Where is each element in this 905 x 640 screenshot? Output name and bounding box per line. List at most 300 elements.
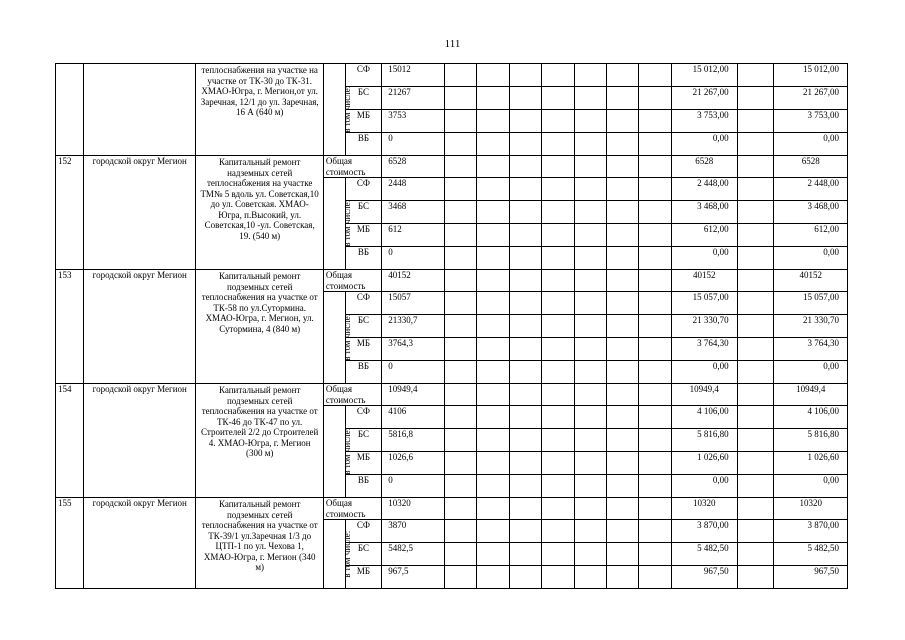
source-value: 1026,6 — [382, 452, 445, 475]
empty-cell — [639, 156, 671, 178]
empty-cell — [477, 87, 509, 110]
description: Капитальный ремонт подземных сетей теплоснабжения на участке от ТК-46 до ТК-47 по ул. Строителей 2/2 до Строителей 4. ХМАО-Югра, г. Мегион (300 м) — [196, 384, 323, 498]
empty-cell — [574, 406, 606, 429]
entity: городской округ Мегион — [84, 270, 196, 384]
empty-cell — [606, 406, 638, 429]
empty-cell — [639, 566, 671, 589]
source-code: БС — [345, 201, 382, 224]
empty-cell — [737, 384, 774, 406]
empty-cell — [574, 452, 606, 475]
empty-cell — [542, 429, 574, 452]
empty-cell — [574, 498, 606, 520]
empty-cell — [574, 566, 606, 589]
empty-cell — [542, 384, 574, 406]
empty-cell — [639, 133, 671, 156]
incl-label: в том числе: — [342, 314, 353, 361]
empty-cell — [606, 224, 638, 247]
empty-cell — [542, 64, 574, 87]
empty-cell — [606, 178, 638, 201]
empty-cell — [574, 133, 606, 156]
amount-1: 612,00 — [671, 224, 737, 247]
empty-cell — [737, 110, 774, 133]
empty-cell — [542, 292, 574, 315]
empty-cell — [509, 406, 541, 429]
empty-cell — [444, 133, 476, 156]
empty-cell — [606, 315, 638, 338]
source-value: 5482,5 — [382, 543, 445, 566]
description: Капитальный ремонт подземных сетей теплоснабжения на участке от ТК-39/1 ул.Заречная 1/3 до ЦТП-1 по ул. Чехова 1, ХМАО-Югра, г. Мегион (340 м) — [196, 498, 323, 589]
empty-cell — [542, 247, 574, 270]
total-amount-1: 10320 — [671, 498, 737, 520]
empty-cell — [606, 133, 638, 156]
empty-cell — [477, 338, 509, 361]
amount-2: 0,00 — [774, 133, 848, 156]
empty-cell — [542, 475, 574, 498]
empty-cell — [477, 110, 509, 133]
empty-cell — [639, 452, 671, 475]
empty-cell — [509, 384, 541, 406]
empty-cell — [737, 292, 774, 315]
empty-cell — [477, 543, 509, 566]
empty-cell — [444, 543, 476, 566]
empty-cell — [574, 429, 606, 452]
source-value: 0 — [382, 475, 445, 498]
empty-cell — [542, 520, 574, 543]
empty-cell — [444, 520, 476, 543]
empty-cell — [639, 520, 671, 543]
empty-cell — [509, 543, 541, 566]
empty-cell — [542, 224, 574, 247]
entity: городской округ Мегион — [84, 384, 196, 498]
empty-cell — [606, 452, 638, 475]
empty-cell — [606, 87, 638, 110]
empty-cell — [542, 498, 574, 520]
empty-cell — [542, 566, 574, 589]
empty-cell — [477, 201, 509, 224]
incl-label-cell — [323, 520, 353, 589]
row-number: 155 — [56, 498, 84, 589]
amount-1: 4 106,00 — [671, 406, 737, 429]
empty-cell — [639, 384, 671, 406]
description: теплоснабжения на участке на участке от ТК-30 до ТК-31. ХМАО-Югра, г. Мегион,от ул. Заречная, 12/1 до ул. Заречная, 16 А (640 м) — [196, 64, 323, 156]
amount-2: 0,00 — [774, 247, 848, 270]
source-code: МБ — [345, 224, 382, 247]
empty-cell — [477, 178, 509, 201]
empty-cell — [639, 64, 671, 87]
source-value: 21330,7 — [382, 315, 445, 338]
amount-1: 3 753,00 — [671, 110, 737, 133]
empty-cell — [639, 178, 671, 201]
table-row — [56, 156, 848, 178]
empty-cell — [477, 247, 509, 270]
empty-cell — [509, 498, 541, 520]
empty-cell — [542, 452, 574, 475]
source-code: СФ — [345, 64, 382, 87]
description: Капитальный ремонт надземных сетей теплоснабжения на участке ТМ№ 5 вдоль ул. Советская,10 до ул. Советская. ХМАО-Югра, п.Высокий, ул. Советская,10 -ул. Советская, 19. (540 м) — [196, 156, 323, 270]
amount-1: 15 012,00 — [671, 64, 737, 87]
source-code: МБ — [345, 452, 382, 475]
source-value: 15012 — [382, 64, 445, 87]
empty-cell — [509, 475, 541, 498]
source-code: ВБ — [345, 361, 382, 384]
source-code: БС — [345, 543, 382, 566]
amount-2: 0,00 — [774, 475, 848, 498]
amount-1: 21 330,70 — [671, 315, 737, 338]
empty-cell — [509, 64, 541, 87]
row-number — [56, 64, 84, 156]
amount-1: 0,00 — [671, 133, 737, 156]
empty-cell — [477, 292, 509, 315]
empty-cell — [737, 201, 774, 224]
empty-cell — [509, 270, 541, 292]
incl-label-cell — [323, 406, 353, 498]
empty-cell — [509, 156, 541, 178]
source-value: 5816,8 — [382, 429, 445, 452]
empty-cell — [606, 566, 638, 589]
empty-cell — [606, 247, 638, 270]
source-value: 3753 — [382, 110, 445, 133]
empty-cell — [477, 520, 509, 543]
source-code: СФ — [345, 292, 382, 315]
incl-label-cell — [323, 64, 353, 156]
source-code: МБ — [345, 566, 382, 589]
amount-2: 15 057,00 — [774, 292, 848, 315]
empty-cell — [509, 110, 541, 133]
amount-1: 5 816,80 — [671, 429, 737, 452]
empty-cell — [639, 201, 671, 224]
empty-cell — [542, 406, 574, 429]
total-amount-2: 40152 — [774, 270, 848, 292]
total-amount-1: 40152 — [671, 270, 737, 292]
empty-cell — [509, 361, 541, 384]
row-number: 152 — [56, 156, 84, 270]
empty-cell — [477, 498, 509, 520]
empty-cell — [737, 338, 774, 361]
table-body — [56, 64, 848, 589]
source-value: 3468 — [382, 201, 445, 224]
page-number: 111 — [444, 38, 461, 50]
empty-cell — [606, 64, 638, 87]
empty-cell — [737, 520, 774, 543]
amount-2: 3 753,00 — [774, 110, 848, 133]
empty-cell — [639, 475, 671, 498]
empty-cell — [509, 338, 541, 361]
source-value: 0 — [382, 133, 445, 156]
empty-cell — [639, 292, 671, 315]
empty-cell — [509, 315, 541, 338]
source-value: 21267 — [382, 87, 445, 110]
empty-cell — [444, 64, 476, 87]
empty-cell — [737, 498, 774, 520]
total-label: Общая стоимость — [323, 498, 381, 520]
empty-cell — [444, 361, 476, 384]
amount-1: 2 448,00 — [671, 178, 737, 201]
empty-cell — [542, 87, 574, 110]
total-amount-2: 10320 — [774, 498, 848, 520]
entity — [84, 64, 196, 156]
total-amount-1: 6528 — [671, 156, 737, 178]
empty-cell — [509, 452, 541, 475]
amount-2: 967,50 — [774, 566, 848, 589]
source-code: МБ — [345, 110, 382, 133]
amount-1: 0,00 — [671, 247, 737, 270]
empty-cell — [444, 406, 476, 429]
empty-cell — [606, 292, 638, 315]
empty-cell — [574, 543, 606, 566]
empty-cell — [477, 566, 509, 589]
empty-cell — [737, 224, 774, 247]
empty-cell — [737, 429, 774, 452]
amount-2: 3 468,00 — [774, 201, 848, 224]
empty-cell — [574, 361, 606, 384]
empty-cell — [477, 406, 509, 429]
amount-2: 2 448,00 — [774, 178, 848, 201]
source-code: СФ — [345, 178, 382, 201]
empty-cell — [444, 201, 476, 224]
empty-cell — [509, 566, 541, 589]
empty-cell — [477, 384, 509, 406]
amount-1: 3 468,00 — [671, 201, 737, 224]
empty-cell — [606, 110, 638, 133]
total-label: Общая стоимость — [323, 156, 381, 178]
amount-2: 15 012,00 — [774, 64, 848, 87]
empty-cell — [606, 156, 638, 178]
amount-2: 0,00 — [774, 361, 848, 384]
empty-cell — [542, 361, 574, 384]
table-row — [56, 270, 848, 292]
empty-cell — [444, 292, 476, 315]
empty-cell — [542, 156, 574, 178]
empty-cell — [444, 110, 476, 133]
empty-cell — [444, 429, 476, 452]
empty-cell — [606, 475, 638, 498]
empty-cell — [639, 247, 671, 270]
total-value: 10320 — [382, 498, 445, 520]
empty-cell — [444, 178, 476, 201]
total-value: 40152 — [382, 270, 445, 292]
total-value: 6528 — [382, 156, 445, 178]
amount-1: 1 026,60 — [671, 452, 737, 475]
source-code: БС — [345, 315, 382, 338]
empty-cell — [477, 429, 509, 452]
empty-cell — [477, 64, 509, 87]
source-code: СФ — [345, 520, 382, 543]
table-row — [56, 384, 848, 406]
empty-cell — [444, 475, 476, 498]
empty-cell — [737, 452, 774, 475]
empty-cell — [574, 87, 606, 110]
source-code: МБ — [345, 338, 382, 361]
empty-cell — [737, 270, 774, 292]
empty-cell — [574, 64, 606, 87]
empty-cell — [509, 520, 541, 543]
empty-cell — [639, 543, 671, 566]
empty-cell — [444, 156, 476, 178]
empty-cell — [477, 315, 509, 338]
empty-cell — [542, 270, 574, 292]
empty-cell — [737, 315, 774, 338]
empty-cell — [542, 201, 574, 224]
empty-cell — [639, 361, 671, 384]
empty-cell — [477, 452, 509, 475]
empty-cell — [574, 292, 606, 315]
empty-cell — [574, 224, 606, 247]
empty-cell — [606, 498, 638, 520]
empty-cell — [639, 315, 671, 338]
entity: городской округ Мегион — [84, 498, 196, 589]
incl-label-cell — [323, 292, 353, 384]
amount-2: 3 870,00 — [774, 520, 848, 543]
empty-cell — [737, 87, 774, 110]
empty-cell — [542, 110, 574, 133]
empty-cell — [639, 429, 671, 452]
source-code: ВБ — [345, 133, 382, 156]
description: Капитальный ремонт подземных сетей теплоснабжения на участке от ТК-58 по ул.Сутормина. ХМАО-Югра, г. Мегион, ул. Сутормина, 4 (840 м) — [196, 270, 323, 384]
empty-cell — [737, 566, 774, 589]
incl-label: в том числе: — [342, 86, 353, 133]
empty-cell — [606, 520, 638, 543]
empty-cell — [542, 543, 574, 566]
empty-cell — [477, 133, 509, 156]
source-code: СФ — [345, 406, 382, 429]
empty-cell — [444, 384, 476, 406]
empty-cell — [639, 338, 671, 361]
source-code: ВБ — [345, 247, 382, 270]
total-value: 10949,4 — [382, 384, 445, 406]
empty-cell — [606, 361, 638, 384]
source-value: 612 — [382, 224, 445, 247]
empty-cell — [606, 338, 638, 361]
amount-1: 0,00 — [671, 361, 737, 384]
empty-cell — [737, 361, 774, 384]
table-row — [56, 498, 848, 520]
empty-cell — [444, 224, 476, 247]
empty-cell — [606, 429, 638, 452]
source-value: 15057 — [382, 292, 445, 315]
empty-cell — [444, 87, 476, 110]
empty-cell — [737, 156, 774, 178]
incl-label: в том числе: — [342, 530, 353, 578]
empty-cell — [444, 498, 476, 520]
empty-cell — [542, 338, 574, 361]
budget-table — [55, 63, 848, 589]
empty-cell — [737, 475, 774, 498]
empty-cell — [509, 133, 541, 156]
source-value: 0 — [382, 361, 445, 384]
empty-cell — [542, 133, 574, 156]
empty-cell — [444, 270, 476, 292]
empty-cell — [639, 87, 671, 110]
empty-cell — [737, 543, 774, 566]
amount-1: 967,50 — [671, 566, 737, 589]
empty-cell — [444, 315, 476, 338]
amount-2: 1 026,60 — [774, 452, 848, 475]
empty-cell — [606, 384, 638, 406]
empty-cell — [606, 543, 638, 566]
empty-cell — [574, 270, 606, 292]
empty-cell — [737, 64, 774, 87]
empty-cell — [639, 270, 671, 292]
total-amount-2: 10949,4 — [774, 384, 848, 406]
empty-cell — [444, 247, 476, 270]
empty-cell — [574, 315, 606, 338]
row-number: 153 — [56, 270, 84, 384]
empty-cell — [542, 315, 574, 338]
empty-cell — [444, 338, 476, 361]
row-number: 154 — [56, 384, 84, 498]
entity: городской округ Мегион — [84, 156, 196, 270]
incl-label: в том числе: — [342, 200, 353, 247]
table-row — [56, 64, 848, 87]
empty-cell — [574, 338, 606, 361]
amount-2: 3 764,30 — [774, 338, 848, 361]
empty-cell — [737, 247, 774, 270]
amount-1: 21 267,00 — [671, 87, 737, 110]
amount-2: 5 816,80 — [774, 429, 848, 452]
empty-cell — [639, 224, 671, 247]
empty-cell — [542, 178, 574, 201]
empty-cell — [574, 201, 606, 224]
empty-cell — [737, 406, 774, 429]
empty-cell — [737, 133, 774, 156]
amount-2: 4 106,00 — [774, 406, 848, 429]
empty-cell — [509, 224, 541, 247]
empty-cell — [509, 292, 541, 315]
source-value: 4106 — [382, 406, 445, 429]
total-amount-1: 10949,4 — [671, 384, 737, 406]
amount-2: 21 267,00 — [774, 87, 848, 110]
amount-2: 612,00 — [774, 224, 848, 247]
empty-cell — [639, 498, 671, 520]
empty-cell — [509, 429, 541, 452]
empty-cell — [574, 178, 606, 201]
amount-1: 5 482,50 — [671, 543, 737, 566]
empty-cell — [477, 224, 509, 247]
empty-cell — [574, 384, 606, 406]
empty-cell — [509, 178, 541, 201]
empty-cell — [477, 156, 509, 178]
source-value: 967,5 — [382, 566, 445, 589]
empty-cell — [606, 270, 638, 292]
total-amount-2: 6528 — [774, 156, 848, 178]
empty-cell — [639, 110, 671, 133]
incl-label-cell — [323, 178, 353, 270]
source-code: ВБ — [345, 475, 382, 498]
empty-cell — [639, 406, 671, 429]
empty-cell — [574, 475, 606, 498]
empty-cell — [477, 475, 509, 498]
source-value: 3870 — [382, 520, 445, 543]
empty-cell — [574, 520, 606, 543]
source-code: БС — [345, 87, 382, 110]
amount-1: 15 057,00 — [671, 292, 737, 315]
empty-cell — [477, 270, 509, 292]
amount-2: 5 482,50 — [774, 543, 848, 566]
amount-1: 0,00 — [671, 475, 737, 498]
empty-cell — [477, 361, 509, 384]
source-value: 3764,3 — [382, 338, 445, 361]
source-value: 0 — [382, 247, 445, 270]
source-code: БС — [345, 429, 382, 452]
total-label: Общая стоимость — [323, 384, 381, 406]
empty-cell — [509, 201, 541, 224]
empty-cell — [444, 452, 476, 475]
incl-label: в том числе: — [342, 428, 353, 475]
empty-cell — [509, 247, 541, 270]
empty-cell — [574, 156, 606, 178]
empty-cell — [574, 110, 606, 133]
empty-cell — [509, 87, 541, 110]
